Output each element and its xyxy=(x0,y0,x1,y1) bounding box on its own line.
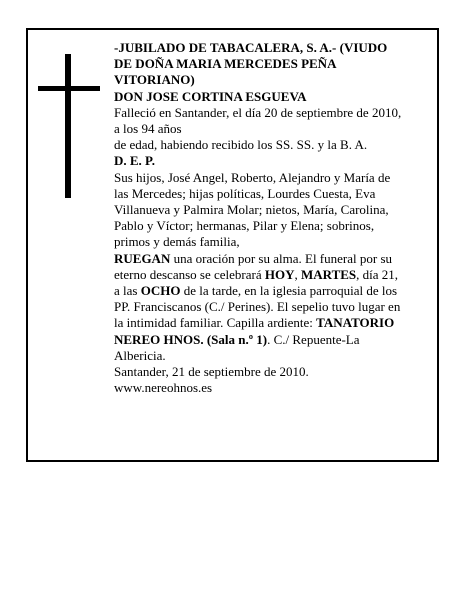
website-link[interactable]: www.nereohnos.es xyxy=(114,380,213,396)
family-line-4: Pablo y Víctor; hermanas, Pilar y Elena; sobrinos, xyxy=(114,218,375,234)
cross-vertical-bar xyxy=(65,54,71,198)
family-line-2: las Mercedes; hijas políticas, Lourdes Cuesta, Eva xyxy=(114,185,376,201)
notice-text xyxy=(114,40,432,396)
cross-horizontal-bar xyxy=(38,86,100,91)
funeral-line-2-end: , día 21, xyxy=(356,266,399,282)
ocho-word: OCHO xyxy=(140,283,181,299)
family-line-5: primos y demás familia, xyxy=(114,234,240,250)
funeral-line-5 xyxy=(114,315,432,331)
hoy-word: HOY xyxy=(264,266,295,282)
heading-line-3: VITORIANO) xyxy=(114,72,195,88)
heading-line-2: DE DOÑA MARIA MERCEDES PEÑA xyxy=(114,56,337,72)
family-line-3: Villanueva y Palmira Molar; nietos, María, Carolina, xyxy=(114,202,389,218)
funeral-line-2-start: eterno descanso se celebrará xyxy=(114,266,265,282)
nereo-hnos-sala: NEREO HNOS. (Sala n.º 1) xyxy=(114,331,268,347)
funeral-line-4: PP. Franciscanos (C./ Perines). El sepelio tuvo lugar en xyxy=(114,299,401,315)
deceased-name: DON JOSE CORTINA ESGUEVA xyxy=(114,88,307,104)
obituary-notice xyxy=(26,28,439,462)
funeral-line-2-comma: , xyxy=(294,266,301,282)
family-line-1: Sus hijos, José Angel, Roberto, Alejandro y María de xyxy=(114,169,391,185)
funeral-line-7: Albericia. xyxy=(114,347,166,363)
funeral-line-3-end: de la tarde, en la iglesia parroquial de los xyxy=(180,283,398,299)
death-line-2: a los 94 años xyxy=(114,121,182,137)
ruegan-rest: una oración por su alma. El funeral por su xyxy=(170,250,392,266)
heading-line-1: -JUBILADO DE TABACALERA, S. A.- (VIUDO xyxy=(114,40,388,55)
death-line-1: Falleció en Santander, el día 20 de septiembre de 2010, xyxy=(114,104,402,120)
tanatorio-word: TANATORIO xyxy=(316,315,395,331)
rip-text: D. E. P. xyxy=(114,153,156,169)
funeral-line-6 xyxy=(114,332,432,348)
ruegan-word: RUEGAN xyxy=(114,250,171,266)
death-line-3: de edad, habiendo recibido los SS. SS. y la B. A. xyxy=(114,137,368,153)
funeral-line-5-start: la intimidad familiar. Capilla ardiente: xyxy=(114,315,317,331)
cross-icon xyxy=(38,54,100,198)
funeral-line-1 xyxy=(114,251,432,267)
funeral-line-6-end: . C./ Repuente-La xyxy=(267,331,360,347)
funeral-line-2 xyxy=(114,267,432,283)
martes-word: MARTES xyxy=(300,266,357,282)
funeral-line-3 xyxy=(114,283,432,299)
date-place: Santander, 21 de septiembre de 2010. xyxy=(114,364,309,380)
funeral-line-3-start: a las xyxy=(114,283,141,299)
